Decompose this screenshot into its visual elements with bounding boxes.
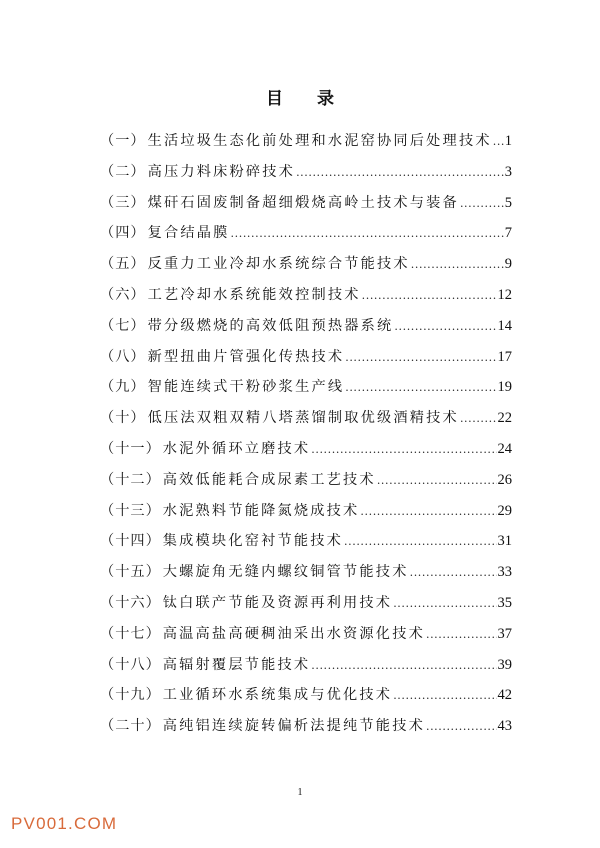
toc-entry-title: 高压力料床粉碎技术 bbox=[147, 163, 296, 180]
toc-entry-title: 带分级燃烧的高效低阻预热器系统 bbox=[147, 317, 394, 334]
dot-leader bbox=[362, 286, 497, 306]
toc-entry[interactable] bbox=[100, 285, 512, 316]
toc-entry-title: 水泥熟料节能降氮烧成技术 bbox=[162, 502, 360, 519]
toc-entry[interactable] bbox=[100, 254, 512, 285]
dot-leader bbox=[360, 502, 496, 522]
dot-leader bbox=[393, 686, 496, 706]
toc-entry-number: （二十） bbox=[100, 718, 161, 735]
toc-entry[interactable] bbox=[100, 408, 512, 439]
toc-entry-number: （十七） bbox=[100, 625, 161, 642]
toc-entry-number: （九） bbox=[100, 379, 146, 396]
dot-leader bbox=[311, 440, 496, 460]
toc-entry-title: 低压法双粗双精八塔蒸馏制取优级酒精技术 bbox=[147, 410, 459, 427]
watermark: PV001.COM bbox=[11, 814, 118, 833]
toc-entry-title: 集成模块化窑衬节能技术 bbox=[162, 533, 344, 550]
toc-entry-page: 14 bbox=[497, 317, 512, 334]
toc-entry-title: 高辐射覆层节能技术 bbox=[162, 656, 311, 673]
toc-entry-number: （十九） bbox=[100, 687, 161, 704]
dot-leader bbox=[345, 378, 496, 398]
toc-entry-page: 35 bbox=[497, 594, 512, 611]
dot-leader bbox=[411, 255, 504, 275]
toc-entry[interactable] bbox=[100, 162, 512, 193]
toc-entry-page: 19 bbox=[497, 379, 512, 396]
toc-entry-page: 5 bbox=[504, 194, 512, 211]
toc-entry[interactable] bbox=[100, 377, 512, 408]
dot-leader bbox=[426, 717, 497, 737]
toc-entry[interactable] bbox=[100, 131, 512, 162]
toc-entry[interactable] bbox=[100, 470, 512, 501]
toc-entry[interactable] bbox=[100, 624, 512, 655]
toc-entry-page: 43 bbox=[497, 718, 512, 735]
toc-entry-title: 反重力工业冷却水系统综合节能技术 bbox=[147, 256, 410, 273]
toc-entry-page: 17 bbox=[497, 348, 512, 365]
toc-entry-number: （二） bbox=[100, 163, 146, 180]
toc-entry-title: 高纯铝连续旋转偏析法提纯节能技术 bbox=[162, 718, 425, 735]
dot-leader bbox=[394, 317, 496, 337]
toc-entry-number: （七） bbox=[100, 317, 146, 334]
dot-leader bbox=[231, 224, 504, 244]
toc-entry-number: （十三） bbox=[100, 502, 161, 519]
toc-entry[interactable] bbox=[100, 562, 512, 593]
toc-entry-title: 新型扭曲片管强化传热技术 bbox=[147, 348, 345, 365]
toc-entry[interactable] bbox=[100, 716, 512, 747]
toc-entry[interactable] bbox=[100, 316, 512, 347]
toc-entry-page: 37 bbox=[497, 625, 512, 642]
dot-leader bbox=[493, 132, 504, 152]
toc-entry-number: （五） bbox=[100, 256, 146, 273]
toc-entry-number: （六） bbox=[100, 286, 146, 303]
toc-entry-page: 39 bbox=[497, 656, 512, 673]
toc-entry-page: 1 bbox=[504, 133, 512, 149]
dot-leader bbox=[460, 194, 504, 214]
dot-leader bbox=[393, 594, 496, 614]
toc-entry-page: 24 bbox=[497, 440, 512, 457]
toc-entry-number: （十五） bbox=[100, 564, 161, 581]
toc-title: 目 录 bbox=[266, 89, 348, 109]
toc-entry-number: （十一） bbox=[100, 440, 161, 457]
toc-entry-page: 3 bbox=[504, 163, 512, 180]
toc-list bbox=[100, 131, 512, 747]
toc-entry-page: 22 bbox=[497, 410, 512, 427]
toc-entry-number: （三） bbox=[100, 194, 146, 211]
toc-entry-number: （四） bbox=[100, 225, 146, 242]
toc-entry-title: 工业循环水系统集成与优化技术 bbox=[162, 687, 393, 704]
toc-entry-page: 7 bbox=[504, 225, 512, 242]
toc-entry-number: （十） bbox=[100, 410, 146, 427]
toc-entry-title: 生活垃圾生态化前处理和水泥窑协同后处理技术 bbox=[147, 133, 492, 149]
toc-entry-title: 高温高盐高硬稠油采出水资源化技术 bbox=[162, 625, 425, 642]
toc-entry-page: 9 bbox=[504, 256, 512, 273]
dot-leader bbox=[460, 409, 497, 429]
toc-entry[interactable] bbox=[100, 685, 512, 716]
toc-entry-title: 大螺旋角无缝内螺纹铜管节能技术 bbox=[162, 564, 409, 581]
page-number: 1 bbox=[297, 787, 303, 798]
toc-entry-title: 工艺冷却水系统能效控制技术 bbox=[147, 286, 361, 303]
toc-entry-number: （十六） bbox=[100, 594, 161, 611]
toc-entry-title: 高效低能耗合成尿素工艺技术 bbox=[162, 471, 376, 488]
toc-entry-title: 钛白联产节能及资源再利用技术 bbox=[162, 594, 393, 611]
toc-entry[interactable] bbox=[100, 593, 512, 624]
toc-entry-page: 12 bbox=[497, 286, 512, 303]
toc-entry-title: 煤矸石固废制备超细煅烧高岭土技术与装备 bbox=[147, 194, 459, 211]
toc-entry-number: （八） bbox=[100, 348, 146, 365]
dot-leader bbox=[296, 163, 504, 183]
toc-entry-number: （十八） bbox=[100, 656, 161, 673]
toc-entry-page: 42 bbox=[497, 687, 512, 704]
toc-entry-page: 29 bbox=[497, 502, 512, 519]
dot-leader bbox=[410, 563, 497, 583]
dot-leader bbox=[426, 625, 497, 645]
toc-entry-number: （十二） bbox=[100, 471, 161, 488]
toc-entry[interactable] bbox=[100, 223, 512, 254]
dot-leader bbox=[344, 532, 496, 552]
toc-entry-title: 复合结晶膜 bbox=[147, 225, 230, 242]
toc-entry-number: （十四） bbox=[100, 533, 161, 550]
toc-entry-page: 26 bbox=[497, 471, 512, 488]
toc-entry-title: 智能连续式干粉砂浆生产线 bbox=[147, 379, 345, 396]
toc-entry-number: （一） bbox=[100, 133, 146, 149]
toc-entry[interactable] bbox=[100, 193, 512, 224]
toc-entry[interactable] bbox=[100, 347, 512, 378]
toc-entry[interactable] bbox=[100, 531, 512, 562]
toc-entry-page: 31 bbox=[497, 533, 512, 550]
toc-entry[interactable] bbox=[100, 655, 512, 686]
toc-entry-page: 33 bbox=[497, 564, 512, 581]
toc-entry[interactable] bbox=[100, 439, 512, 470]
dot-leader bbox=[311, 656, 496, 676]
toc-entry-title: 水泥外循环立磨技术 bbox=[162, 440, 311, 457]
dot-leader bbox=[345, 348, 496, 368]
dot-leader bbox=[377, 471, 497, 491]
toc-entry[interactable] bbox=[100, 501, 512, 532]
